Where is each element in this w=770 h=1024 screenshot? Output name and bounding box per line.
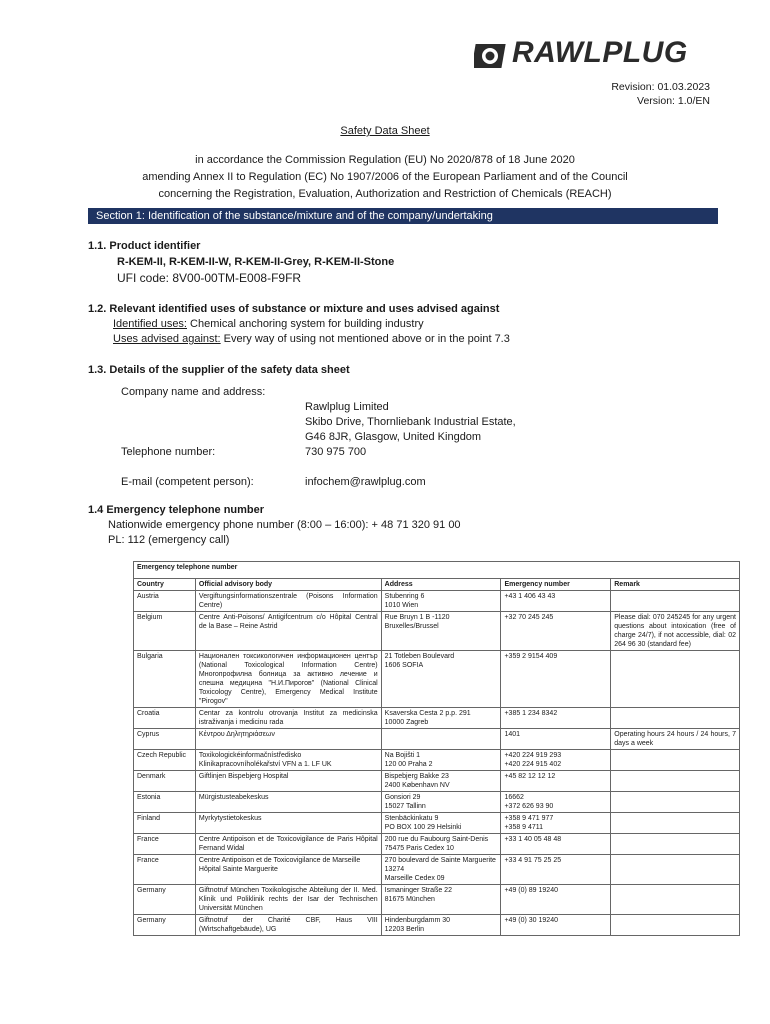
revision-info [611,80,710,108]
version: Version: 1.0/EN [637,95,710,107]
cell-advisory-body: Centar za kontrolu otrovanja Institut za medicinska istraživanja i medicinu rada [195,708,381,729]
telephone-label: Telephone number: [121,446,216,458]
cell-advisory-body: Myrkytystietokeskus [195,813,381,834]
table-body [134,591,740,936]
cell-advisory-body: Κέντρου Δηλητηριάσεων [195,729,381,750]
cell-country: France [134,834,196,855]
cell-remark [611,651,740,708]
cell-address: 21 Totleben Boulevard 1606 SOFIA [381,651,501,708]
cell-country: Estonia [134,792,196,813]
company-address-2: G46 8JR, Glasgow, United Kingdom [305,431,482,443]
cell-emergency-number: 1401 [501,729,611,750]
cell-address: Gonsiori 29 15027 Tallinn [381,792,501,813]
cell-advisory-body: Giftnotruf München Toxikologische Abteilung der II. Med. Klinik und Poliklinik rechts der Isar der Technischen Universität München [195,885,381,915]
cell-advisory-body: Toxikologickéinformačnístředisko Klinikapracovníholékařství VFN a 1. LF UK [195,750,381,771]
cell-address: Hindenburgdamm 30 12203 Berlin [381,915,501,936]
identified-uses [113,318,424,330]
table-row [134,708,740,729]
cell-remark [611,813,740,834]
table-caption-row [134,562,740,579]
cell-emergency-number: +49 (0) 89 19240 [501,885,611,915]
cell-country: Czech Republic [134,750,196,771]
cell-address: Ismaninger Straße 22 81675 München [381,885,501,915]
cell-emergency-number: +359 2 9154 409 [501,651,611,708]
cell-advisory-body: Giftnotruf der Charité CBF, Haus VIII (Wirtschaftgebäude), UG [195,915,381,936]
uses-heading: 1.2. Relevant identified uses of substance or mixture and uses advised against [88,303,500,315]
logo-text: RAWLPLUG [512,36,688,69]
company-address-1: Skibo Drive, Thornliebank Industrial Estate, [305,416,516,428]
cell-emergency-number: +358 9 471 977 +358 9 4711 [501,813,611,834]
table-row [134,750,740,771]
cell-emergency-number: +43 1 406 43 43 [501,591,611,612]
uses-advised-against-value: Every way of using not mentioned above or in the point 7.3 [220,333,510,345]
telephone-value: 730 975 700 [305,446,367,458]
cell-remark [611,834,740,855]
cell-emergency-number: +33 4 91 75 25 25 [501,855,611,885]
cell-remark: Please dial: 070 245245 for any urgent questions about intoxication (free of charge 24/7), if not accessible, dial: 02 264 96 30 (standard fee) [611,612,740,651]
product-identifier-heading: 1.1. Product identifier [88,240,201,252]
cell-remark [611,750,740,771]
table-row [134,771,740,792]
cell-emergency-number: +420 224 919 293 +420 224 915 402 [501,750,611,771]
cell-emergency-number: 16662 +372 626 93 90 [501,792,611,813]
emergency-heading: 1.4 Emergency telephone number [88,504,265,516]
supplier-heading: 1.3. Details of the supplier of the safety data sheet [88,364,350,376]
table-row [134,813,740,834]
cell-remark [611,885,740,915]
cell-advisory-body: Centre Antipoison et de Toxicovigilance de Marseille Hôpital Sainte Marguerite [195,855,381,885]
email-value: infochem@rawlplug.com [305,476,426,488]
cell-advisory-body: Giftlinjen Bispebjerg Hospital [195,771,381,792]
product-names: R-KEM-II, R-KEM-II-W, R-KEM-II-Grey, R-KEM-II-Stone [117,256,395,268]
cell-address: Rue Bruyn 1 B -1120 Bruxelles/Brussel [381,612,501,651]
cell-country: Germany [134,915,196,936]
cell-country: Finland [134,813,196,834]
pl-emergency: PL: 112 (emergency call) [108,534,230,546]
col-emergency-number: Emergency number [501,579,611,591]
cell-address [381,729,501,750]
regulation-intro [0,152,770,203]
cell-address: Na Bojišti 1 120 00 Praha 2 [381,750,501,771]
intro-line-2: amending Annex II to Regulation (EC) No 1907/2006 of the European Parliament and of the Council [142,171,628,183]
table-row [134,651,740,708]
rawlplug-logo-mark [474,42,508,70]
intro-line-3: concerning the Registration, Evaluation, Authorization and Restriction of Chemicals (REACH) [158,188,612,200]
identified-uses-label: Identified uses: [113,318,187,330]
cell-remark [611,915,740,936]
cell-advisory-body: Vergiftungsinformationszentrale (Poisons Information Centre) [195,591,381,612]
intro-line-1: in accordance the Commission Regulation (EU) No 2020/878 of 18 June 2020 [195,154,575,166]
identified-uses-value: Chemical anchoring system for building industry [187,318,424,330]
col-country: Country [134,579,196,591]
table-row [134,591,740,612]
table-row [134,834,740,855]
cell-country: Austria [134,591,196,612]
rawlplug-logo [474,36,710,70]
col-address: Address [381,579,501,591]
cell-address: 270 boulevard de Sainte Marguerite 13274 Marseille Cedex 09 [381,855,501,885]
cell-emergency-number: +45 82 12 12 12 [501,771,611,792]
cell-advisory-body: Centre Anti-Poisons/ Antigifcentrum c/o Hôpital Central de la Base – Reine Astrid [195,612,381,651]
nationwide-phone: Nationwide emergency phone number (8:00 – 16:00): + 48 71 320 91 00 [108,519,461,531]
cell-remark [611,792,740,813]
cell-emergency-number: +49 (0) 30 19240 [501,915,611,936]
cell-address: Stubenring 6 1010 Wien [381,591,501,612]
cell-country: Cyprus [134,729,196,750]
cell-address: 200 rue du Faubourg Saint-Denis 75475 Paris Cedex 10 [381,834,501,855]
table-row [134,792,740,813]
uses-advised-against [113,333,510,345]
table-header-row [134,579,740,591]
col-advisory-body: Official advisory body [195,579,381,591]
cell-advisory-body: Centre Antipoison et de Toxicovigilance de Paris Hôpital Fernand Widal [195,834,381,855]
table-row [134,885,740,915]
cell-country: France [134,855,196,885]
cell-address: Ksaverska Cesta 2 p.p. 291 10000 Zagreb [381,708,501,729]
table-caption: Emergency telephone number [134,562,740,579]
cell-country: Bulgaria [134,651,196,708]
table-row [134,915,740,936]
cell-country: Denmark [134,771,196,792]
cell-address: Bispebjerg Bakke 23 2400 København NV [381,771,501,792]
col-remark: Remark [611,579,740,591]
cell-country: Germany [134,885,196,915]
cell-remark [611,855,740,885]
company-name: Rawlplug Limited [305,401,389,413]
cell-advisory-body: Национален токсикологичен информационен център (National Toxicological Information Centre) Многопрофилна болница за активно лечение и спешна медицина "Н.И.Пирогов" (National Clinical Toxicology Centre), Emergency Medical Institute "Pirogov" [195,651,381,708]
cell-remark [611,771,740,792]
ufi-code: UFI code: 8V00-00TM-E008-F9FR [117,271,302,285]
table-row [134,729,740,750]
table-row [134,612,740,651]
cell-remark [611,708,740,729]
cell-remark: Operating hours 24 hours / 24 hours, 7 days a week [611,729,740,750]
section-1-header: Section 1: Identification of the substance/mixture and of the company/undertaking [88,208,718,224]
emergency-numbers-table [133,561,740,936]
company-label: Company name and address: [121,386,266,398]
uses-advised-against-label: Uses advised against: [113,333,221,345]
cell-emergency-number: +33 1 40 05 48 48 [501,834,611,855]
cell-advisory-body: Mürgistusteabekeskus [195,792,381,813]
email-label: E-mail (competent person): [121,476,254,488]
revision-date: Revision: 01.03.2023 [611,81,710,93]
table-row [134,855,740,885]
cell-country: Belgium [134,612,196,651]
cell-emergency-number: +385 1 234 8342 [501,708,611,729]
cell-country: Croatia [134,708,196,729]
cell-remark [611,591,740,612]
cell-emergency-number: +32 70 245 245 [501,612,611,651]
document-title: Safety Data Sheet [340,125,430,137]
cell-address: Stenbäckinkatu 9 PO BOX 100 29 Helsinki [381,813,501,834]
